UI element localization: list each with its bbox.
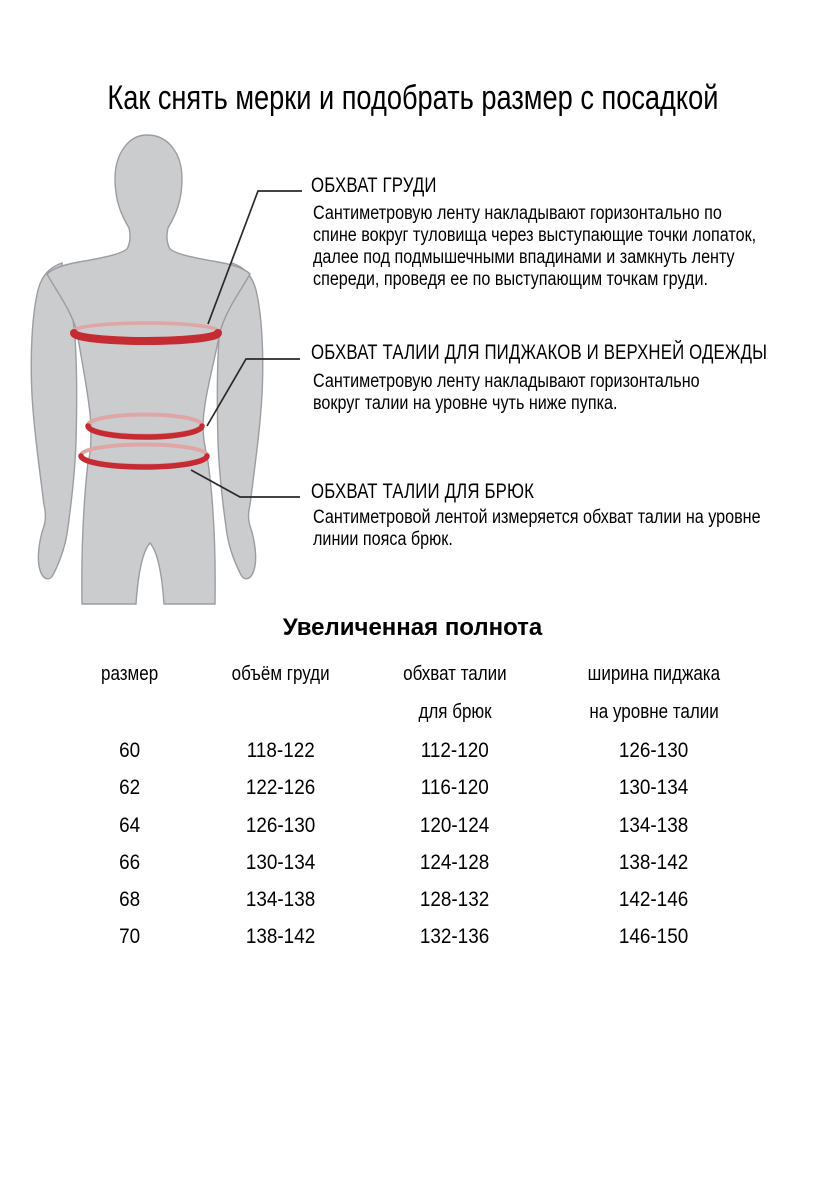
table-cell: 70 [119, 925, 141, 949]
chest-callout-line [208, 191, 302, 324]
table-body [60, 732, 760, 956]
table-cell: 132-136 [420, 925, 490, 949]
section-body-chest: Сантиметровую ленту накладывают горизонтально по спине вокруг туловища через выступающие точки лопаток, далее под подмышечными впадинами и замкнуть ленту спереди, проведя ее по выступающим точкам груди. [313, 203, 757, 290]
column-header-jacket-width: ширина пиджака на уровне талии [587, 663, 721, 723]
jacket-waist-tape-front-icon [88, 426, 202, 437]
table-cell: 64 [119, 813, 141, 837]
table-title: Увеличенная полнота [282, 614, 543, 641]
table-cell: 128-132 [420, 888, 490, 912]
silhouette-right-arm [217, 263, 262, 579]
chest-tape-back-icon [74, 323, 218, 339]
table-cell: 112-120 [421, 739, 489, 762]
column-header-trouser-waist: обхват талии для брюк [403, 663, 507, 723]
section-heading-jacket-waist: ОБХВАТ ТАЛИИ ДЛЯ ПИДЖАКОВ И ВЕРХНЕЙ ОДЕЖДЫ [311, 341, 768, 364]
table-header-row [60, 655, 760, 731]
table-cell: 122-126 [246, 776, 316, 800]
table-cell: 134-138 [619, 813, 689, 837]
column-header-chest: объём груди [232, 663, 330, 685]
silhouette-left-arm [31, 263, 76, 579]
table-cell: 124-128 [420, 850, 490, 874]
section-body-trouser-waist: Сантиметровой лентой измеряется обхват талии на уровне линии пояса брюк. [313, 507, 761, 550]
table-cell: 130-134 [246, 850, 316, 874]
trouser-waist-tape-front-icon [81, 456, 207, 467]
table-cell: 130-134 [619, 776, 689, 800]
table-cell: 116-120 [421, 776, 489, 800]
trouser-waist-tape-back-icon [81, 445, 207, 466]
page-title: Как снять мерки и подобрать размер с посадкой [106, 79, 719, 117]
section-body-jacket-waist: Сантиметровую ленту накладывают горизонтально вокруг талии на уровне чуть ниже пупка. [313, 371, 700, 414]
section-heading-trouser-waist: ОБХВАТ ТАЛИИ ДЛЯ БРЮК [311, 480, 535, 503]
section-heading-chest: ОБХВАТ ГРУДИ [311, 174, 437, 197]
table-cell: 146-150 [619, 925, 689, 949]
trouser-waist-callout-line [191, 470, 300, 497]
table-cell: 120-124 [420, 813, 490, 837]
table-cell: 126-130 [246, 813, 316, 837]
silhouette-body [47, 135, 250, 604]
table-cell: 138-142 [246, 925, 316, 949]
table-cell: 60 [119, 739, 141, 762]
table-cell: 66 [119, 850, 141, 874]
table-cell: 68 [119, 888, 141, 912]
column-header-size: размер [101, 663, 159, 685]
table-cell: 62 [119, 776, 141, 800]
table-cell: 126-130 [619, 739, 689, 762]
jacket-waist-tape-back-icon [88, 415, 202, 436]
jacket-waist-callout-line [207, 359, 300, 426]
table-cell: 134-138 [246, 888, 316, 912]
table-cell: 142-146 [619, 888, 689, 912]
table-cell: 118-122 [247, 739, 315, 762]
chest-tape-front-icon [74, 333, 218, 341]
table-cell: 138-142 [619, 850, 689, 874]
